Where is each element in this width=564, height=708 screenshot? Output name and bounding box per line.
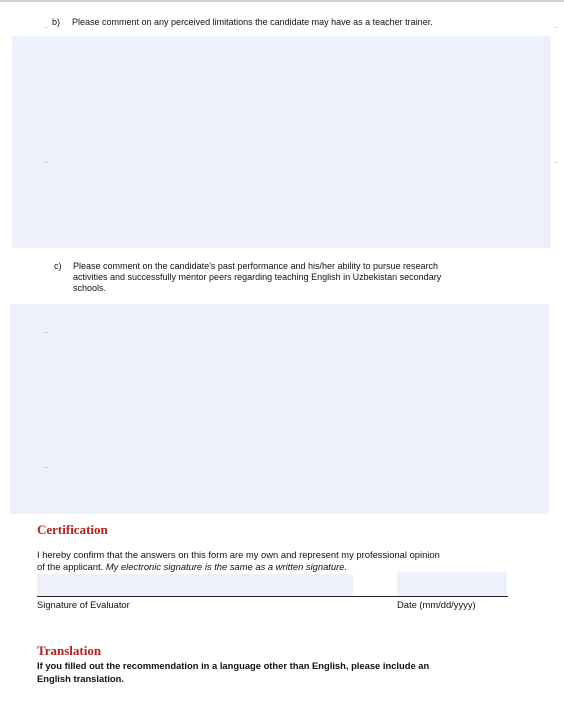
translation-instructions xyxy=(37,659,537,685)
page-top-rule xyxy=(0,0,564,2)
margin-dot: . xyxy=(45,21,48,30)
certification-statement xyxy=(37,549,537,573)
question-c-letter: c) xyxy=(54,261,62,271)
certification-line-1: I hereby confirm that the answers on this form are my own and represent my professional opinion xyxy=(37,549,440,560)
translation-line-2: English translation. xyxy=(37,673,124,684)
question-c-line-1: Please comment on the candidate’s past performance and his/her ability to pursue research xyxy=(73,261,439,271)
margin-dot: . xyxy=(555,156,558,165)
certification-line-2-italic: My electronic signature is the same as a written signature. xyxy=(105,561,348,572)
question-b-letter: b) xyxy=(52,17,61,27)
margin-dot: . xyxy=(555,21,558,30)
question-c xyxy=(54,261,534,297)
margin-dot: . xyxy=(45,461,48,470)
margin-dot: . xyxy=(45,156,48,165)
question-c-line-2: activities and successfully mentor peers regarding teaching English in Uzbekistan secondary xyxy=(73,272,442,282)
translation-line-1: If you filled out the recommendation in a language other than English, please include an xyxy=(37,660,430,671)
answer-c-field[interactable] xyxy=(10,304,549,514)
question-c-line-3: schools. xyxy=(73,283,107,293)
certification-line-2-plain: of the applicant. xyxy=(37,561,106,572)
date-field[interactable] xyxy=(397,572,507,596)
margin-dot: . xyxy=(45,326,48,335)
certification-heading: Certification xyxy=(37,522,108,537)
date-label: Date (mm/dd/yyyy) xyxy=(397,599,476,610)
signature-line xyxy=(37,596,508,597)
answer-b-field[interactable] xyxy=(12,36,551,248)
signature-label: Signature of Evaluator xyxy=(37,599,130,610)
signature-field[interactable] xyxy=(37,574,353,596)
question-b-text: Please comment on any perceived limitations the candidate may have as a teacher trainer. xyxy=(72,17,433,27)
question-b xyxy=(52,17,532,29)
translation-heading: Translation xyxy=(37,643,102,658)
